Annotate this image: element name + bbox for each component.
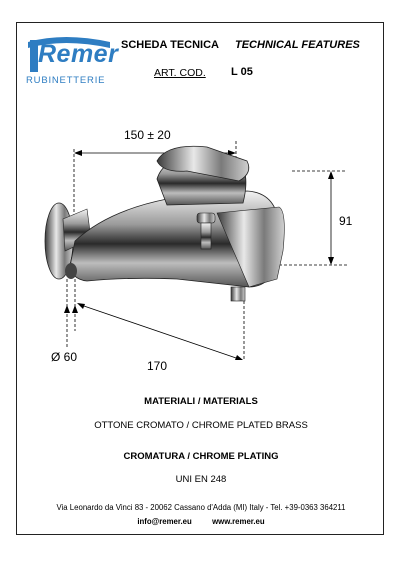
dimension-diameter-label: Ø 60 xyxy=(51,350,78,364)
materials-heading: MATERIALI / MATERIALS xyxy=(144,396,258,407)
arrowhead xyxy=(64,305,70,313)
plating-heading: CROMATURA / CHROME PLATING xyxy=(123,451,279,462)
article-code-value: L 05 xyxy=(231,66,253,78)
dimension-height-label: 91 xyxy=(339,214,353,228)
brand-name: Remer xyxy=(38,40,119,68)
title-italian: SCHEDA TECNICA xyxy=(121,39,219,51)
website-link[interactable]: www.remer.eu xyxy=(212,517,265,526)
arrowhead xyxy=(74,150,82,156)
email-link[interactable]: info@remer.eu xyxy=(137,517,192,526)
technical-sheet xyxy=(16,22,384,535)
arrowhead xyxy=(77,303,85,309)
title-english: TECHNICAL FEATURES xyxy=(235,39,360,51)
article-code-label: ART. COD. xyxy=(154,67,206,79)
dimension-reach-label: 150 ± 20 xyxy=(124,128,171,142)
brand-logo xyxy=(24,34,119,94)
contact-line xyxy=(17,517,385,526)
arrowhead xyxy=(328,257,334,265)
arrowhead xyxy=(72,305,78,313)
arrowhead xyxy=(328,171,334,179)
brand-subtitle: RUBINETTERIE xyxy=(26,75,106,86)
dimension-height-lines xyxy=(279,171,347,265)
dimension-length-lines xyxy=(67,279,244,359)
materials-value: OTTONE CROMATO / CHROME PLATED BRASS xyxy=(94,420,308,431)
plating-value: UNI EN 248 xyxy=(175,474,227,485)
arrowhead xyxy=(235,355,243,360)
faucet-drawing xyxy=(17,101,385,371)
company-address: Via Leonardo da Vinci 83 - 20062 Cassano d'Adda (MI) Italy - Tel. +39-0363 364211 xyxy=(56,503,346,512)
dimension-length-label: 170 xyxy=(147,359,168,373)
faucet-body xyxy=(45,146,284,301)
